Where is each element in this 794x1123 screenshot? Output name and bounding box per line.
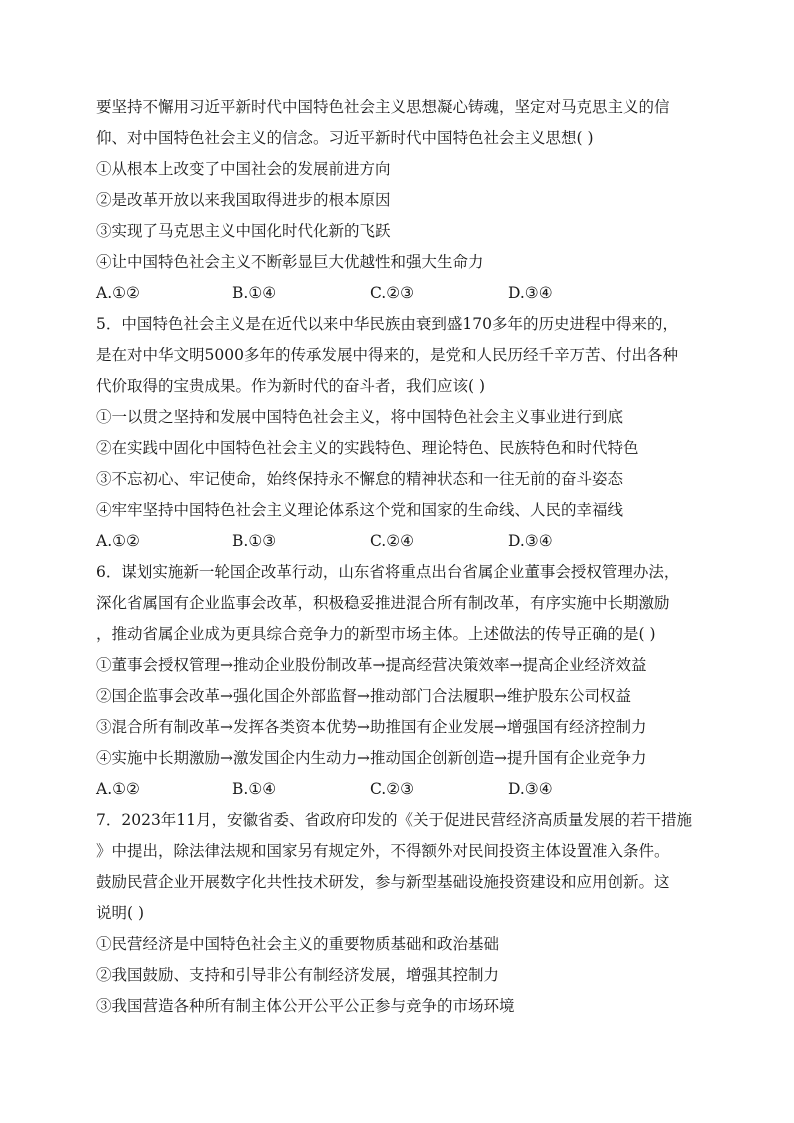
q7-stem-line-4: 说明( ): [96, 904, 145, 922]
q7-item-2: ②我国鼓励、支持和引导非公有制经济发展，增强其控制力: [96, 966, 500, 984]
q7-stem-line-3: 鼓励民营企业开展数字化共性技术研发，参与新型基础设施投资建设和应用创新。这: [96, 873, 670, 891]
q4-option-c[interactable]: C.②③: [370, 284, 415, 302]
q6-item-3: ③混合所有制改革→发挥各类资本优势→助推国有企业发展→增强国有经济控制力: [96, 718, 647, 736]
q5-stem-line-1: 5．中国特色社会主义是在近代以来中华民族由衰到盛170多年的历史进程中得来的，: [96, 315, 678, 333]
q4-option-a[interactable]: A.①②: [96, 284, 140, 302]
q6-stem-line-2: 深化省属国有企业监事会改革，积极稳妥推进混合所有制改革，有序实施中长期激励: [96, 594, 670, 612]
q4-option-b[interactable]: B.①④: [232, 284, 277, 302]
q4-item-3: ③实现了马克思主义中国化时代化新的飞跃: [96, 222, 391, 240]
q6-stem-line-3: ，推动省属企业成为更具综合竞争力的新型市场主体。上述做法的传导正确的是( ): [96, 625, 656, 643]
q4-stem-line-2: 仰、对中国特色社会主义的信念。习近平新时代中国特色社会主义思想( ): [96, 129, 594, 147]
q4-item-4: ④让中国特色社会主义不断彰显巨大优越性和强大生命力: [96, 253, 484, 271]
q4-item-1: ①从根本上改变了中国社会的发展前进方向: [96, 160, 391, 178]
q5-item-3: ③不忘初心、牢记使命，始终保持永不懈怠的精神状态和一往无前的奋斗姿态: [96, 470, 624, 488]
q5-item-4: ④牢牢坚持中国特色社会主义理论体系这个党和国家的生命线、人民的幸福线: [96, 501, 624, 519]
q5-options: [96, 531, 702, 551]
q6-option-d[interactable]: D.③④: [508, 780, 553, 798]
q5-stem-line-3: 代价取得的宝贵成果。作为新时代的奋斗者，我们应该( ): [96, 377, 486, 395]
q6-item-1: ①董事会授权管理→推动企业股份制改革→提高经营决策效率→提高企业经济效益: [96, 656, 647, 674]
q4-options: [96, 283, 702, 303]
q7-item-1: ①民营经济是中国特色社会主义的重要物质基础和政治基础: [96, 935, 500, 953]
q5-option-c[interactable]: C.②④: [370, 532, 415, 550]
q4-option-d[interactable]: D.③④: [508, 284, 553, 302]
q4-item-2: ②是改革开放以来我国取得进步的根本原因: [96, 191, 391, 209]
q5-option-b[interactable]: B.①③: [232, 532, 277, 550]
q7-item-3: ③我国营造各种所有制主体公开公平公正参与竞争的市场环境: [96, 997, 515, 1015]
q5-option-d[interactable]: D.③④: [508, 532, 553, 550]
q6-options: [96, 779, 702, 799]
q6-item-2: ②国企监事会改革→强化国企外部监督→推动部门合法履职→维护股东公司权益: [96, 687, 631, 705]
q7-stem-line-1: 7．2023年11月，安徽省委、省政府印发的《关于促进民营经济高质量发展的若干措施: [96, 811, 693, 829]
q5-item-2: ②在实践中固化中国特色社会主义的实践特色、理论特色、民族特色和时代特色: [96, 439, 639, 457]
q5-stem-line-2: 是在对中华文明5000多年的传承发展中得来的，是党和人民历经千辛万苦、付出各种: [96, 346, 678, 364]
q6-option-c[interactable]: C.②③: [370, 780, 415, 798]
q5-option-a[interactable]: A.①②: [96, 532, 140, 550]
q6-option-b[interactable]: B.①④: [232, 780, 277, 798]
q7-stem-line-2: 》中提出，除法律法规和国家另有规定外，不得额外对民间投资主体设置准入条件。: [96, 842, 670, 860]
q6-option-a[interactable]: A.①②: [96, 780, 140, 798]
q5-item-1: ①一以贯之坚持和发展中国特色社会主义，将中国特色社会主义事业进行到底: [96, 408, 624, 426]
q6-stem-line-1: 6．谋划实施新一轮国企改革行动，山东省将重点出台省属企业董事会授权管理办法，: [96, 563, 680, 581]
q4-stem-line-1: 要坚持不懈用习近平新时代中国特色社会主义思想凝心铸魂，坚定对马克思主义的信: [96, 98, 670, 116]
q6-item-4: ④实施中长期激励→激发国企内生动力→推动国企创新创造→提升国有企业竞争力: [96, 749, 647, 767]
